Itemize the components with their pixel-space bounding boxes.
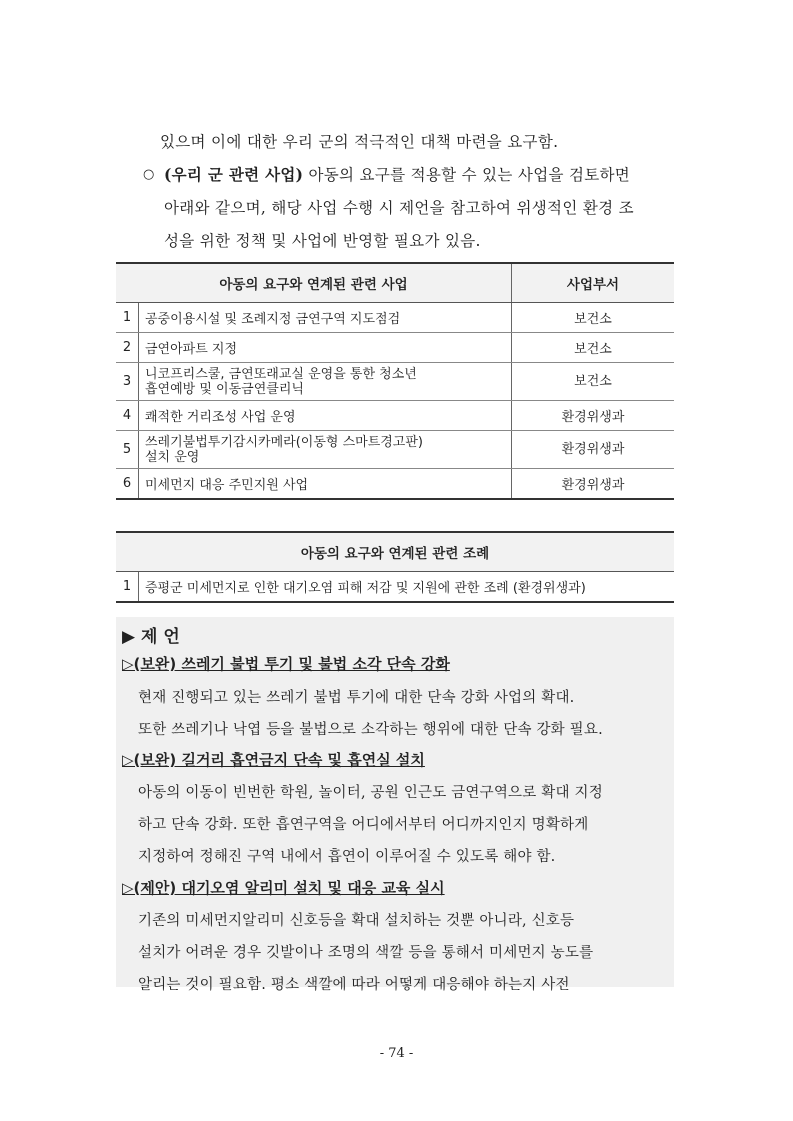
ordinance-header: 아동의 요구와 연계된 관련 조례 [116,532,674,572]
ordinance-cell: 증평군 미세먼지로 인한 대기오염 피해 저감 및 지원에 관한 조례 (환경위생과) [139,572,675,603]
related-ordinance-table [116,531,674,603]
suggestion-heading-2: ▷(보완) 길거리 흡연금지 단속 및 흡연실 설치 [122,751,425,769]
project-name: 쓰레기불법투기감시카메라(이동형 스마트경고판) [145,434,423,450]
related-projects-table [116,262,674,500]
suggestion-heading-1: ▷(보완) 쓰레기 불법 투기 및 불법 소각 단속 강화 [122,655,450,673]
table-row [116,303,674,333]
suggestion-3-line-2: 설치가 어려운 경우 깃발이나 조명의 색깔 등을 통해서 미세먼지 농도를 [138,945,594,961]
suggestion-2-line-3: 지정하여 정해진 구역 내에서 흡연이 이루어질 수 있도록 해야 함. [138,849,556,865]
table-row [116,401,674,431]
table-row [116,333,674,363]
project-cell [139,363,512,401]
project-cell [139,431,512,469]
bullet-icon: ○ [143,167,155,182]
table-row [116,363,674,401]
projects-header: 아동의 요구와 연계된 관련 사업 [116,263,512,303]
suggestion-2-line-2: 하고 단속 강화. 또한 흡연구역을 어디에서부터 어디까지인지 명확하게 [138,817,589,833]
suggestion-3-line-3: 알리는 것이 필요함. 평소 색깔에 따라 어떻게 대응해야 하는지 사전 [138,977,570,993]
project-cell [139,333,512,363]
intro-line-2-text: 아동의 요구를 적용할 수 있는 사업을 검토하면 [303,166,631,184]
intro-line-4: 성을 위한 정책 및 사업에 반영할 필요가 있음. [164,232,481,250]
suggestion-heading-3: ▷(제안) 대기오염 알리미 설치 및 대응 교육 실시 [122,879,445,897]
suggestion-3-line-1: 기존의 미세먼지알리미 신호등을 확대 설치하는 것뿐 아니라, 신호등 [138,913,575,929]
project-name: 금연아파트 지정 [145,342,238,357]
row-number: 2 [116,333,139,363]
row-number: 5 [116,431,139,469]
dept-cell: 보건소 [512,333,675,363]
dept-cell: 보건소 [512,303,675,333]
suggestion-1-line-1: 현재 진행되고 있는 쓰레기 불법 투기에 대한 단속 강화 사업의 확대. [138,690,575,706]
project-name: 니코프리스쿨, 금연또래교실 운영을 통한 청소년 [145,366,417,382]
dept-cell: 환경위생과 [512,469,675,500]
suggestion-2-line-1: 아동의 이동이 빈번한 학원, 놀이터, 공원 인근도 금연구역으로 확대 지정 [138,785,603,801]
dept-cell: 보건소 [512,363,675,401]
project-cell [139,401,512,431]
intro-line-2 [164,163,630,185]
project-cell [139,469,512,500]
suggestion-1-line-2: 또한 쓰레기나 낙엽 등을 불법으로 소각하는 행위에 대한 단속 강화 필요. [138,722,603,738]
project-name-cont: 흡연예방 및 이동금연클리닉 [145,381,304,397]
project-name-cont: 설치 운영 [145,449,200,465]
intro-line-1: 있으며 이에 대한 우리 군의 적극적인 대책 마련을 요구함. [160,133,559,151]
row-number: 4 [116,401,139,431]
table-row [116,469,674,500]
project-name: 미세먼지 대응 주민지원 사업 [145,478,309,493]
page-number: - 74 - [379,1046,414,1061]
project-cell [139,303,512,333]
suggestions-title: ▶ 제 언 [122,627,180,647]
project-name: 쾌적한 거리조성 사업 운영 [145,410,296,425]
row-number: 6 [116,469,139,500]
intro-line-3: 아래와 같으며, 해당 사업 수행 시 제언을 참고하여 위생적인 환경 조 [164,199,634,217]
row-number: 1 [116,572,139,603]
table-row [116,572,674,603]
table-row [116,431,674,469]
dept-cell: 환경위생과 [512,431,675,469]
project-name: 공중이용시설 및 조례지정 금연구역 지도점검 [145,312,401,327]
row-number: 3 [116,363,139,401]
intro-bullet-label: (우리 군 관련 사업) [164,165,304,184]
row-number: 1 [116,303,139,333]
dept-cell: 환경위생과 [512,401,675,431]
dept-header: 사업부서 [512,263,675,303]
